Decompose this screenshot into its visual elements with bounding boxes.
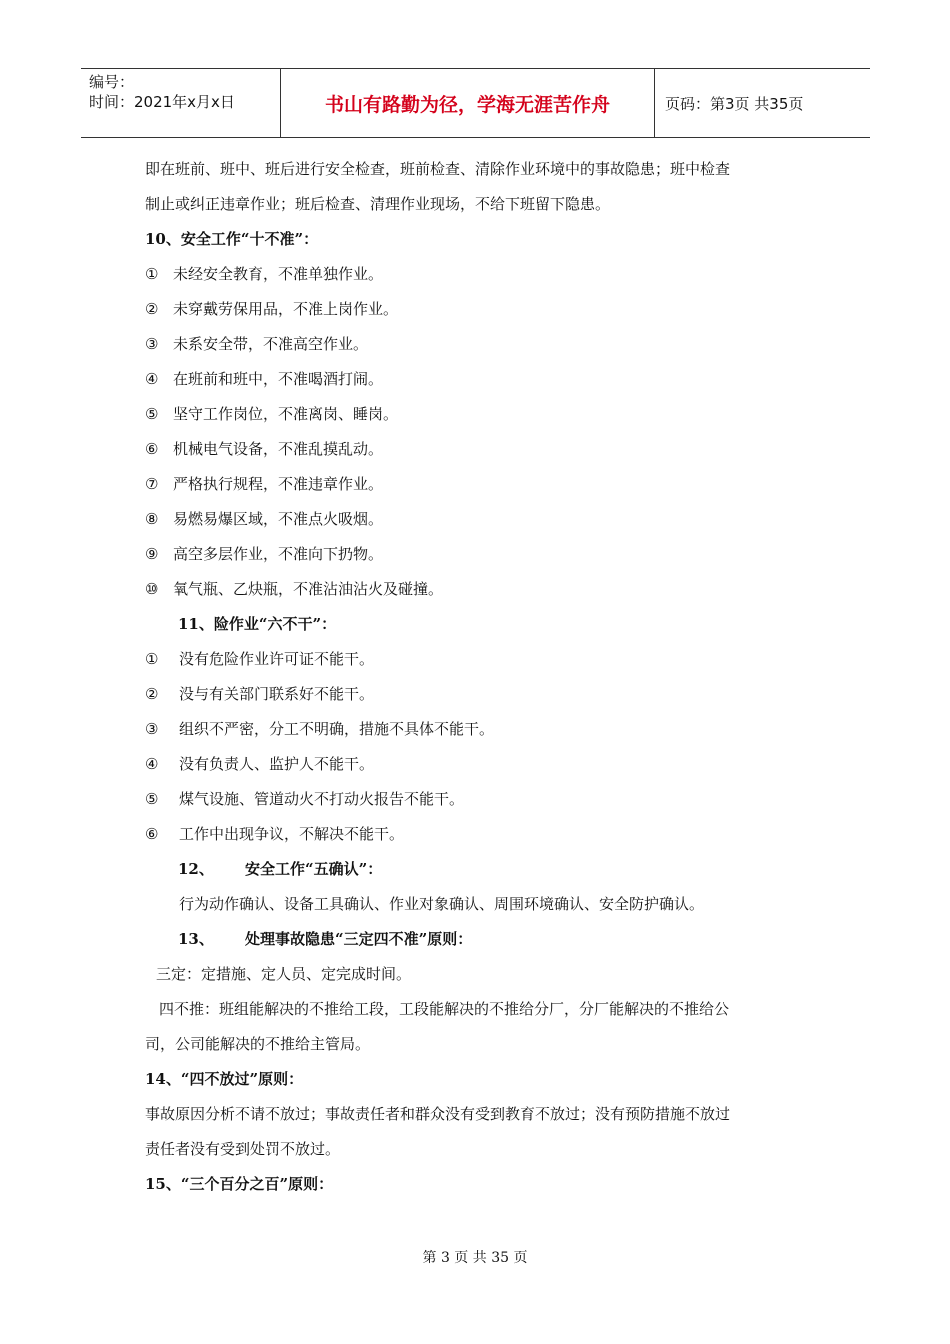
- list-number: ⑨: [145, 545, 159, 563]
- list-number: ③: [145, 335, 159, 353]
- list-number: ⑦: [145, 475, 159, 493]
- list-item: [145, 432, 825, 467]
- list-item: [145, 257, 825, 292]
- list-text: 未系安全带，不准高空作业。: [173, 335, 369, 353]
- list-item: [145, 572, 825, 607]
- paragraph: 责任者没有受到处罚不放过。: [145, 1140, 341, 1158]
- heading-text: 安全工作“五确认”：: [245, 860, 383, 878]
- list-text: 易燃易爆区域，不准点火吸烟。: [173, 510, 384, 528]
- list-item: [145, 397, 825, 432]
- heading-number: 13、: [178, 930, 214, 948]
- list-number: ①: [145, 265, 159, 283]
- list-item: [145, 747, 825, 782]
- paragraph: 事故原因分析不请不放过；事故责任者和群众没有受到教育不放过；没有预防措施不放过: [145, 1105, 731, 1123]
- heading-text: 处理事故隐患“三定四不准”原则：: [245, 930, 473, 948]
- list-number: ⑧: [145, 510, 159, 528]
- list-number: ④: [145, 370, 159, 388]
- list-ten-rules: [145, 257, 825, 607]
- paragraph: 即在班前、班中、班后进行安全检查，班前检查、清除作业环境中的事故隐患；班中检查: [145, 160, 731, 178]
- list-item: [145, 362, 825, 397]
- list-text: 组织不严密，分工不明确，措施不具体不能干。: [179, 720, 495, 738]
- list-number: ①: [145, 650, 159, 668]
- list-item: [145, 327, 825, 362]
- list-item: [145, 537, 825, 572]
- list-item: [145, 642, 825, 677]
- list-text: 没有负责人、监护人不能干。: [179, 755, 375, 773]
- list-item: [145, 292, 825, 327]
- list-item: [145, 502, 825, 537]
- list-item: [145, 782, 825, 817]
- section-heading-12: [145, 852, 825, 887]
- list-number: ②: [145, 685, 159, 703]
- heading-number: 12、: [178, 860, 214, 878]
- list-text: 坚守工作岗位，不准离岗、睡岗。: [173, 405, 399, 423]
- list-text: 在班前和班中，不准喝酒打闹。: [173, 370, 384, 388]
- list-text: 严格执行规程，不准违章作业。: [173, 475, 384, 493]
- list-number: ②: [145, 300, 159, 318]
- list-number: ⑥: [145, 440, 159, 458]
- list-number: ⑤: [145, 405, 159, 423]
- header-page-label: 页码：第3页 共35页: [665, 94, 804, 113]
- list-text: 氧气瓶、乙炔瓶，不准沾油沾火及碰撞。: [173, 580, 444, 598]
- paragraph: 制止或纠正违章作业；班后检查、清理作业现场，不给下班留下隐患。: [145, 195, 611, 213]
- header-meta: [81, 69, 281, 137]
- section-heading-10: 10、安全工作“十不准”：: [145, 230, 319, 248]
- date-label: 时间：2021年x月x日: [89, 93, 235, 111]
- section-heading-13: [145, 922, 825, 957]
- list-text: 未穿戴劳保用品，不准上岗作业。: [173, 300, 399, 318]
- list-number: ③: [145, 720, 159, 738]
- list-number: ⑥: [145, 825, 159, 843]
- list-item: [145, 467, 825, 502]
- paragraph: 行为动作确认、设备工具确认、作业对象确认、周围环境确认、安全防护确认。: [179, 895, 705, 913]
- list-item: [145, 817, 825, 852]
- list-text: 煤气设施、管道动火不打动火报告不能干。: [179, 790, 465, 808]
- list-item: [145, 677, 825, 712]
- list-text: 没有危险作业许可证不能干。: [179, 650, 375, 668]
- page-footer: 第 3 页 共 35 页: [422, 1250, 528, 1266]
- paragraph: 司，公司能解决的不推给主管局。: [145, 1035, 371, 1053]
- number-label: 编号：: [89, 73, 135, 91]
- section-heading-14: 14、“四不放过”原则：: [145, 1070, 304, 1088]
- document-body: [145, 152, 825, 1202]
- paragraph: 三定：定措施、定人员、定完成时间。: [156, 965, 412, 983]
- list-text: 工作中出现争议，不解决不能干。: [179, 825, 405, 843]
- list-number: ⑩: [145, 580, 159, 598]
- paragraph: 四不推：班组能解决的不推给工段，工段能解决的不推给分厂，分厂能解决的不推给公: [159, 1000, 730, 1018]
- page-header: [81, 68, 870, 138]
- list-number: ⑤: [145, 790, 159, 808]
- list-text: 没与有关部门联系好不能干。: [179, 685, 375, 703]
- section-heading-11: 11、险作业“六不干”：: [178, 615, 337, 633]
- list-six-donts: [145, 642, 825, 852]
- list-text: 机械电气设备，不准乱摸乱动。: [173, 440, 384, 458]
- header-motto: 书山有路勤为径，学海无涯苦作舟: [281, 69, 655, 137]
- section-heading-15: 15、“三个百分之百”原则：: [145, 1175, 334, 1193]
- list-number: ④: [145, 755, 159, 773]
- list-text: 未经安全教育，不准单独作业。: [173, 265, 384, 283]
- list-item: [145, 712, 825, 747]
- list-text: 高空多层作业，不准向下扔物。: [173, 545, 384, 563]
